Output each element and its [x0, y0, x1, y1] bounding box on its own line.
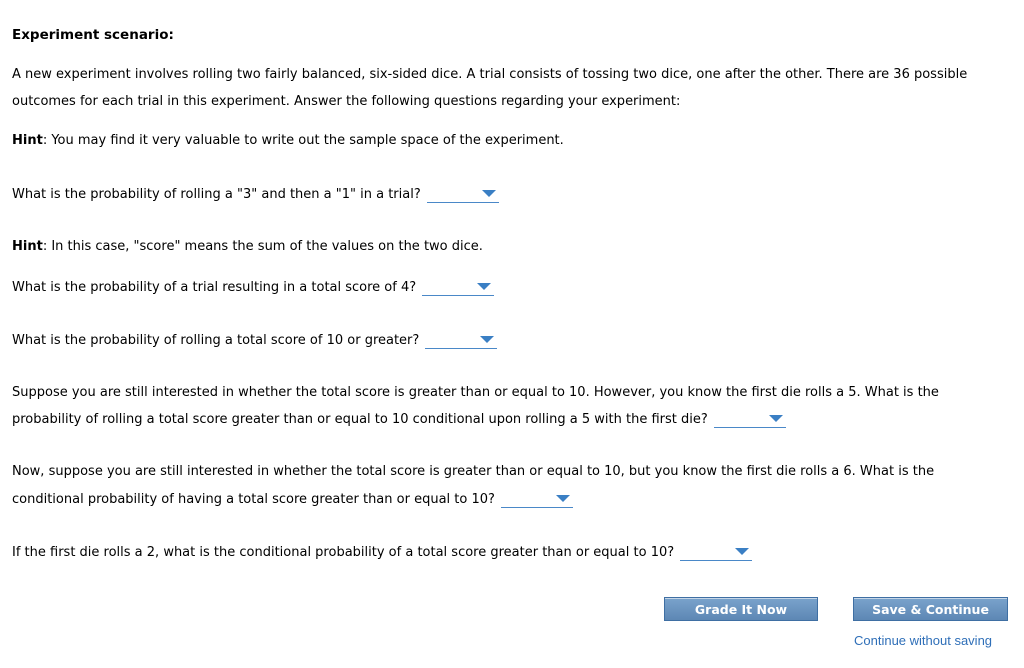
page-heading: Experiment scenario: — [12, 27, 174, 43]
hint-sample-space — [12, 133, 564, 149]
intro-line-1: A new experiment involves rolling two fairly balanced, six-sided dice. A trial consists of tossing two dice, one after the other. There are 36 possible — [12, 67, 968, 82]
question-2-text: What is the probability of a trial resulting in a total score of 4? — [12, 280, 417, 295]
chevron-down-icon — [482, 190, 496, 197]
chevron-down-icon — [556, 495, 570, 502]
question-1-text: What is the probability of rolling a "3" and then a "1" in a trial? — [12, 187, 421, 202]
question-4-line-1: Suppose you are still interested in whether the total score is greater than or equal to 10. However, you know the first die rolls a 5. What is the — [12, 385, 939, 400]
answer-5-dropdown[interactable] — [501, 491, 573, 508]
continue-without-saving-link[interactable]: Continue without saving — [854, 633, 993, 648]
answer-1-dropdown[interactable] — [427, 186, 499, 203]
question-6-text: If the first die rolls a 2, what is the conditional probability of a total score greater than or equal to 10? — [12, 545, 675, 560]
question-4-text: probability of rolling a total score greater than or equal to 10 conditional upon rolling a 5 with the first die? — [12, 412, 708, 427]
question-5 — [12, 491, 573, 508]
question-2 — [12, 279, 494, 296]
answer-2-dropdown[interactable] — [422, 279, 494, 296]
answer-4-dropdown[interactable] — [714, 411, 786, 428]
answer-6-dropdown[interactable] — [680, 544, 752, 561]
chevron-down-icon — [480, 336, 494, 343]
question-3 — [12, 332, 497, 349]
hint-score — [12, 239, 483, 255]
chevron-down-icon — [477, 283, 491, 290]
chevron-down-icon — [769, 415, 783, 422]
save-and-continue-button[interactable]: Save & Continue — [853, 597, 1008, 621]
hint-text: : You may find it very valuable to write out the sample space of the experiment. — [42, 133, 564, 148]
question-3-text: What is the probability of rolling a total score of 10 or greater? — [12, 333, 420, 348]
question-1 — [12, 186, 499, 203]
hint-label: Hint — [12, 133, 43, 148]
question-5-line-1: Now, suppose you are still interested in whether the total score is greater than or equal to 10, but you know the first die rolls a 6. What is the — [12, 464, 935, 479]
intro-line-2: outcomes for each trial in this experiment. Answer the following questions regarding your experiment: — [12, 94, 681, 109]
hint-text: : In this case, "score" means the sum of the values on the two dice. — [42, 239, 483, 254]
question-6 — [12, 544, 752, 561]
answer-3-dropdown[interactable] — [425, 332, 497, 349]
hint-label: Hint — [12, 239, 43, 254]
chevron-down-icon — [735, 548, 749, 555]
question-4 — [12, 411, 786, 428]
question-5-text: conditional probability of having a total score greater than or equal to 10? — [12, 492, 495, 507]
grade-it-now-button[interactable]: Grade It Now — [664, 597, 818, 621]
